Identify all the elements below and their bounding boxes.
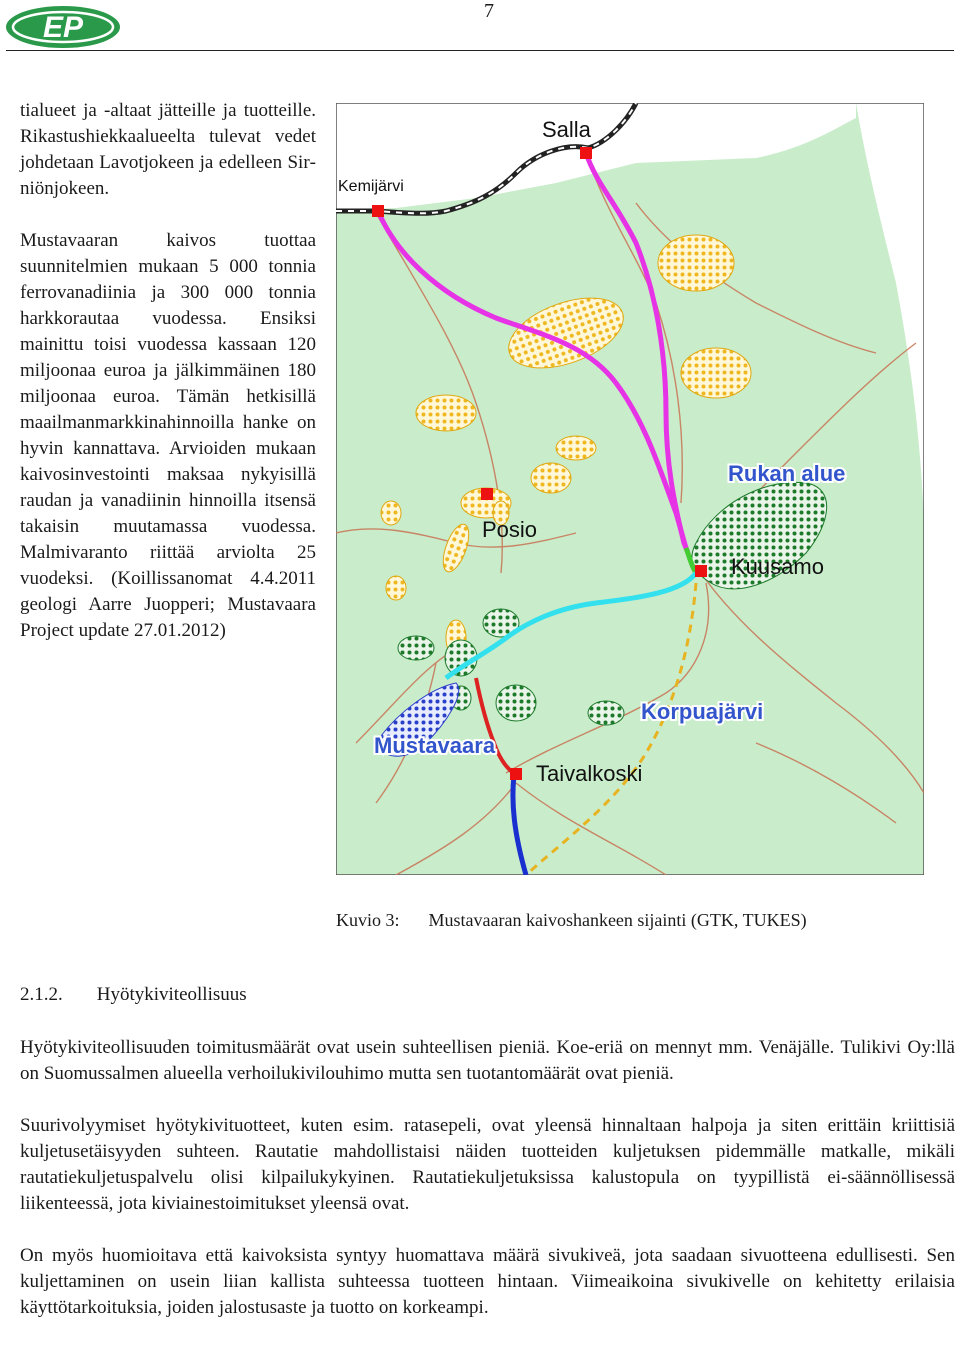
land-area — [336, 103, 924, 875]
label-salla: Salla — [542, 117, 591, 142]
section-title-text: Hyötykiviteollisuus — [96, 984, 247, 1005]
logo-text: EP — [42, 11, 84, 44]
town-marker-posio — [481, 488, 493, 500]
town-marker-kuusamo — [695, 565, 707, 577]
body-paragraph-1: Hyötykiviteollisuuden toimitusmäärät ovat usein suhteellisen pieniä. Koe-eriä on mennyt mm. Venäjälle. Tulikivi Oy:llä on Suomussalmen alueella verhoilukivilouhimo mutta sen tuotantomäärät ovat pieniä. — [20, 1037, 955, 1084]
label-kemijarvi: Kemijärvi — [338, 178, 404, 195]
left-paragraph-2: Mustavaaran kaivos tuottaa suunnitelmien mukaan 5 000 tonnia ferrovanadiinia ja 300 000 tonnia harkkorautaa vuodessa. Ensiksi mainittu toisi vuodessa kassaan 120 miljoonaa euroa ja jälkimmäinen 180 miljoonaa euroa. Tämän hetkisillä maailmanmarkkinahinnoilla hanke on hyvin kannattava. Arvioiden mukaan kaivosinvestointi maksaa nykyisillä raudan ja vanadiinin hinnoilla itsensä takaisin muutamassa vuodessa. Malmivaranto riittää arviolta 25 vuodeksi. (Koillissanomat 4.4.2011 geologi Aarre Juopperi; Mustavaara Project update 27.01.2012) — [20, 230, 316, 641]
left-text-column — [20, 98, 316, 670]
mustavaara-location-map — [336, 103, 924, 875]
header-divider — [6, 50, 954, 51]
caption-label: Kuvio 3: — [336, 910, 400, 930]
section-number: 2.1.2. — [20, 984, 63, 1005]
page-number: 7 — [484, 0, 494, 22]
label-mustavaara: Mustavaara — [374, 733, 496, 758]
left-paragraph-1: tialueet ja -altaat jätteille ja tuotteille. Rikastushiekkaalueelta tulevat vedet johdetaan Lavotjokeen ja edelleen Sirniönjokeen. — [20, 100, 316, 199]
label-korpuajarvi: Korpuajärvi — [641, 699, 764, 724]
body-paragraph-3: On myös huomioitava että kaivoksista syntyy huomattava määrä sivukiveä, jota saadaan sivuotteena edullisesti. Sen kuljettaminen on usein liian kallista suhteessa tuotteen hintaan. Viimeaikoina sivukivelle on kehitetty erilaisia käyttötarkoituksia, joiden jalostusaste ja tuotto on korkeampi. — [20, 1245, 955, 1318]
town-marker-taivalkoski — [510, 768, 522, 780]
town-marker-salla — [580, 147, 592, 159]
ep-logo — [4, 4, 122, 50]
label-posio: Posio — [482, 517, 538, 542]
figure-caption — [336, 910, 807, 931]
town-marker-kemijarvi — [372, 205, 384, 217]
label-kuusamo: Kuusamo — [731, 554, 824, 579]
body-paragraph-2: Suurivolyymiset hyötykivituotteet, kuten esim. ratasepeli, ovat yleensä hinnaltaan halpoja ja siten erittäin kriittisiä kuljetusetäisyyden suhteen. Rautatie mahdollistaisi näiden tuotteiden kuljetuksen pidemmälle matkalle, mikäli rautatiekuljetuspalvelu olisi kilpailukykyinen. Rautatiekuljetuksissa kalustopula on tyypillistä ei-säännöllisessä liikenteessä, jota kiviainestoimitukset yleensä ovat. — [20, 1115, 955, 1214]
body-text — [20, 1035, 955, 1347]
section-heading — [20, 984, 247, 1006]
label-rukan-alue: Rukan alue — [728, 461, 846, 486]
caption-text: Mustavaaran kaivoshankeen sijainti (GTK, TUKES) — [428, 910, 807, 930]
label-taivalkoski: Taivalkoski — [536, 761, 643, 786]
